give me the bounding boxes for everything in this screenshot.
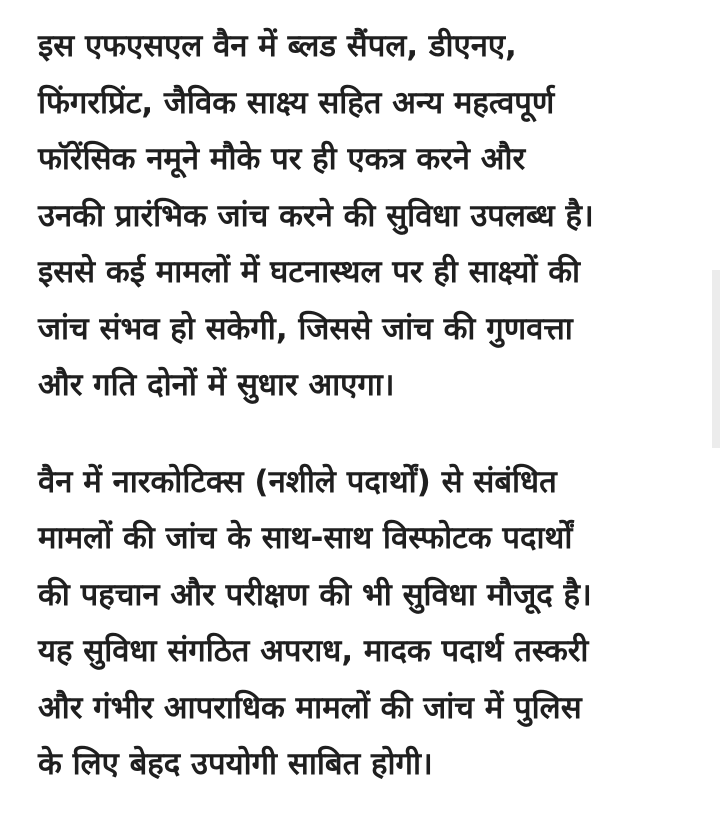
text-line: मामलों की जांच के साथ-साथ विस्फोटक पदार्थों bbox=[38, 520, 573, 556]
text-line: जांच संभव हो सकेगी, जिससे जांच की गुणवत्ता bbox=[38, 310, 573, 347]
text-line: की पहचान और परीक्षण की भी सुविधा मौजूद है। bbox=[38, 576, 592, 613]
paragraph-spacer bbox=[38, 414, 688, 454]
paragraph-1 bbox=[38, 18, 688, 414]
article-body bbox=[38, 18, 688, 793]
text-line: यह सुविधा संगठित अपराध, मादक पदार्थ तस्करी bbox=[38, 633, 589, 669]
text-line: फिंगरप्रिंट, जैविक साक्ष्य सहित अन्य महत्वपूर्ण bbox=[38, 84, 555, 121]
text-line: और गंभीर आपराधिक मामलों की जांच में पुलिस bbox=[38, 689, 582, 726]
scrollbar[interactable] bbox=[712, 270, 720, 448]
text-line: उनकी प्रारंभिक जांच करने की सुविधा उपलब्ध है। bbox=[38, 197, 594, 234]
text-line: और गति दोनों में सुधार आएगा। bbox=[38, 367, 395, 403]
paragraph-2 bbox=[38, 454, 688, 793]
text-line: वैन में नारकोटिक्स (नशीले पदार्थों) से संबंधित bbox=[38, 463, 557, 500]
text-line: के लिए बेहद उपयोगी साबित होगी। bbox=[38, 746, 433, 782]
text-line: फॉरेंसिक नमूने मौके पर ही एकत्र करने और bbox=[38, 141, 526, 177]
text-line: इससे कई मामलों में घटनास्थल पर ही साक्ष्यों की bbox=[38, 254, 581, 290]
text-line: इस एफएसएल वैन में ब्लड सैंपल, डीएनए, bbox=[38, 28, 517, 64]
